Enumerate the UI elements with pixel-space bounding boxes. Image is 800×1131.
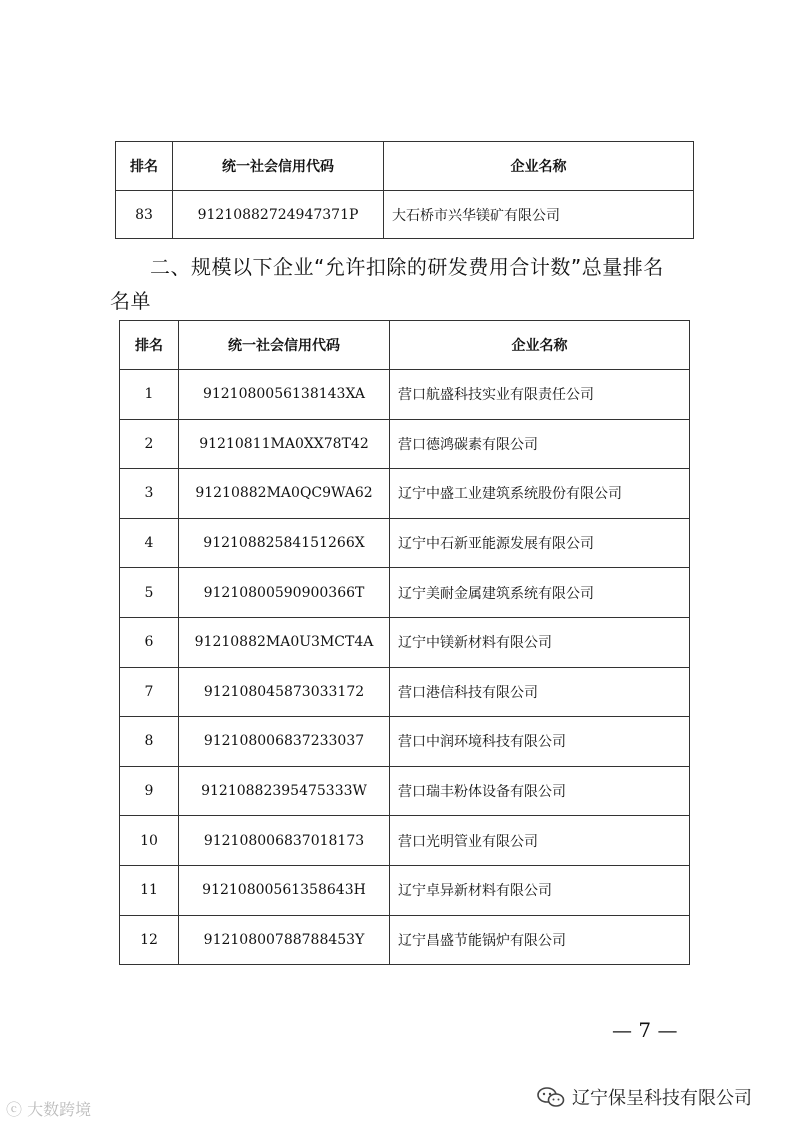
rank-cell: 11 [120,865,179,915]
table-row [116,191,694,239]
rank-cell: 12 [120,915,179,965]
table-row [120,816,690,866]
credit-code-cell: 91210811MA0XX78T42 [179,419,390,469]
rank-cell: 83 [116,191,173,239]
rank-cell: 6 [120,617,179,667]
credit-code-cell: 91210882584151266X [179,518,390,568]
table-row [120,766,690,816]
table-row [120,469,690,519]
company-name-cell: 营口港信科技有限公司 [390,667,690,717]
rank-cell: 7 [120,667,179,717]
credit-code-cell: 91210882395475333W [179,766,390,816]
watermark-right [536,1084,752,1110]
header-rank: 排名 [116,142,173,191]
credit-code-cell: 91210800561358643H [179,865,390,915]
rank-cell: 3 [120,469,179,519]
header-company-name: 企业名称 [384,142,694,191]
credit-code-cell: 912108045873033172 [179,667,390,717]
company-name-cell: 营口中润环境科技有限公司 [390,717,690,767]
wechat-icon [536,1086,566,1108]
company-name-cell: 营口德鸿碳素有限公司 [390,419,690,469]
watermark-left-text: 大数跨境 [27,1100,92,1119]
page-number: — 7 — [612,1018,678,1042]
watermark-right-text: 辽宁保呈科技有限公司 [572,1088,752,1109]
company-name-cell: 辽宁中镁新材料有限公司 [390,617,690,667]
company-name-cell: 辽宁卓异新材料有限公司 [390,865,690,915]
table-row [120,865,690,915]
table-row [120,518,690,568]
header-credit-code: 统一社会信用代码 [173,142,384,191]
table-header-row [116,142,694,191]
company-name-cell: 辽宁昌盛节能锅炉有限公司 [390,915,690,965]
company-name-cell: 辽宁中石新亚能源发展有限公司 [390,518,690,568]
watermark-logo-icon: ⓒ [6,1100,28,1119]
rank-cell: 1 [120,370,179,420]
header-company-name: 企业名称 [390,321,690,370]
ranking-table [119,320,690,965]
rank-cell: 5 [120,568,179,618]
credit-code-cell: 9121080056138143XA [179,370,390,420]
table-row [120,915,690,965]
company-name-cell: 营口瑞丰粉体设备有限公司 [390,766,690,816]
rank-cell: 2 [120,419,179,469]
ranking-table-continued [115,141,694,239]
table-header-row [120,321,690,370]
rank-cell: 9 [120,766,179,816]
section-heading: 二、规模以下企业“允许扣除的研发费用合计数”总量排名 [150,255,664,279]
watermark-left [6,1097,91,1120]
table-row [120,419,690,469]
credit-code-cell: 91210882724947371P [173,191,384,239]
table-row [120,617,690,667]
section-heading-continued: 名单 [110,289,151,313]
credit-code-cell: 91210800788788453Y [179,915,390,965]
company-name-cell: 营口光明管业有限公司 [390,816,690,866]
table-row [120,370,690,420]
table-row [120,717,690,767]
table-row [120,667,690,717]
company-name-cell: 辽宁美耐金属建筑系统有限公司 [390,568,690,618]
rank-cell: 10 [120,816,179,866]
company-name-cell: 营口航盛科技实业有限责任公司 [390,370,690,420]
header-rank: 排名 [120,321,179,370]
table-row [120,568,690,618]
rank-cell: 8 [120,717,179,767]
header-credit-code: 统一社会信用代码 [179,321,390,370]
credit-code-cell: 91210882MA0U3MCT4A [179,617,390,667]
credit-code-cell: 91210882MA0QC9WA62 [179,469,390,519]
credit-code-cell: 91210800590900366T [179,568,390,618]
credit-code-cell: 912108006837018173 [179,816,390,866]
rank-cell: 4 [120,518,179,568]
company-name-cell: 辽宁中盛工业建筑系统股份有限公司 [390,469,690,519]
company-name-cell: 大石桥市兴华镁矿有限公司 [384,191,694,239]
credit-code-cell: 912108006837233037 [179,717,390,767]
